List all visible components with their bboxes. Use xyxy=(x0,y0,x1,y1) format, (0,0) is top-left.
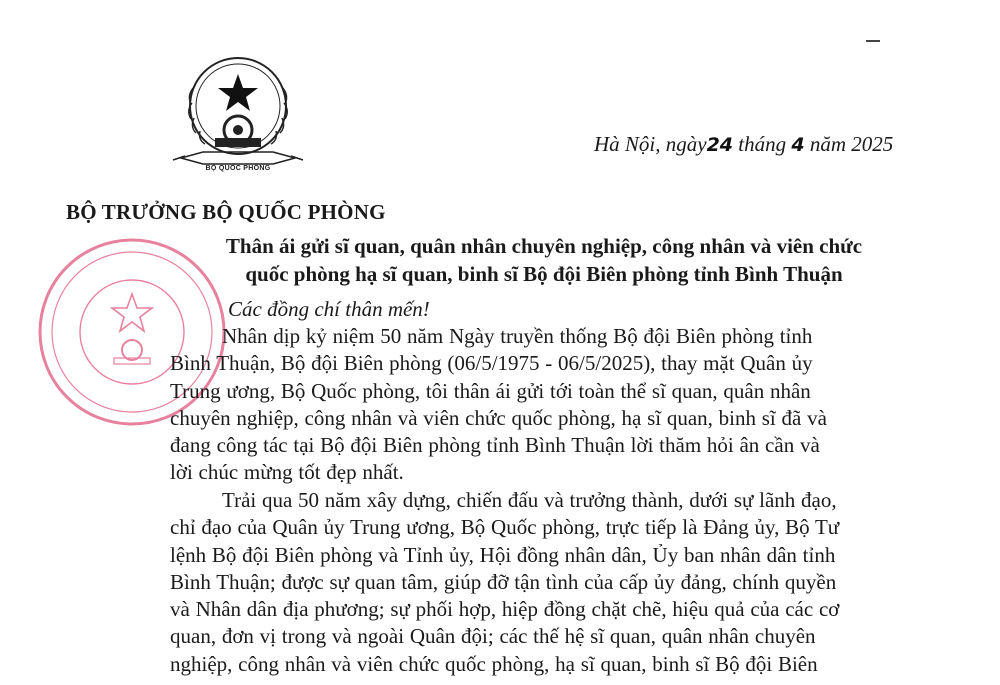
paragraph-line: nghiệp, công nhân và viên chức quốc phòng, hạ sĩ quan, binh sĩ Bộ đội Biên xyxy=(170,651,818,676)
date-month-word: tháng xyxy=(738,132,787,156)
paragraph-line: lời chúc mừng tốt đẹp nhất. xyxy=(170,460,404,485)
subject-line-1: Thân ái gửi sĩ quan, quân nhân chuyên nghiệp, công nhân và viên chức xyxy=(225,234,863,258)
corner-mark xyxy=(866,40,880,42)
greeting: Các đồng chí thân mến! xyxy=(228,297,430,321)
paragraph-line: Bình Thuận; được sự quan tâm, giúp đỡ tận tình của cấp ủy đảng, chính quyền xyxy=(170,569,837,594)
paragraph-line: đang công tác tại Bộ đội Biên phòng tỉnh Bình Thuận lời thăm hỏi ân cần và xyxy=(170,433,820,458)
letter-subject xyxy=(186,232,902,288)
sender-title: BỘ TRƯỞNG BỘ QUỐC PHÒNG xyxy=(66,200,386,224)
paragraph-line: lệnh Bộ đội Biên phòng và Tỉnh ủy, Hội đồng nhân dân, Ủy ban nhân dân tỉnh xyxy=(170,542,836,567)
date-month-handwritten: 4 xyxy=(791,134,805,156)
paragraph-line: Trung ương, Bộ Quốc phòng, tôi thân ái gửi tới toàn thể sĩ quan, quân nhân xyxy=(170,378,811,403)
emblem-caption: BỘ QUỐC PHÒNG xyxy=(205,165,271,172)
subject-line-2: quốc phòng hạ sĩ quan, binh sĩ Bộ đội Biên phòng tỉnh Bình Thuận xyxy=(245,262,843,286)
paragraph-2 xyxy=(170,487,932,678)
paragraph-line: chỉ đạo của Quân ủy Trung ương, Bộ Quốc phòng, trực tiếp là Đảng ủy, Bộ Tư xyxy=(170,515,840,540)
paragraph-line: và Nhân dân địa phương; sự phối hợp, hiệp đồng chặt chẽ, hiệu quả của các cơ xyxy=(170,597,840,622)
date-day-handwritten: 24 xyxy=(706,134,734,156)
date-prefix: Hà Nội, ngày xyxy=(594,132,707,156)
paragraph-line: quan, đơn vị trong và ngoài Quân đội; các thế hệ sĩ quan, quân nhân chuyên xyxy=(170,624,816,649)
paragraph-line: Nhân dịp kỷ niệm 50 năm Ngày truyền thống Bộ đội Biên phòng tỉnh xyxy=(222,324,813,348)
paragraph-line: Bình Thuận, Bộ đội Biên phòng (06/5/1975 - 06/5/2025), thay mặt Quân ủy xyxy=(170,351,813,376)
paragraph-line: chuyên nghiệp, công nhân và viên chức quốc phòng, hạ sĩ quan, binh sĩ đã và xyxy=(170,405,827,430)
date-line xyxy=(594,132,893,157)
paragraph-1 xyxy=(170,323,932,487)
date-year: năm 2025 xyxy=(809,132,894,156)
paragraph-line: Trải qua 50 năm xây dựng, chiến đấu và trưởng thành, dưới sự lãnh đạo, xyxy=(222,488,837,512)
